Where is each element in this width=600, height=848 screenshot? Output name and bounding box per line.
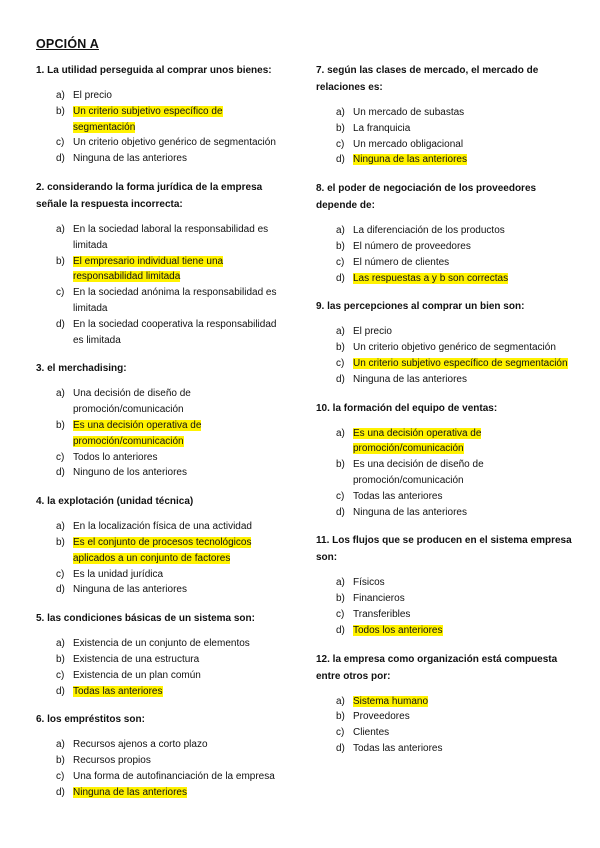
- option-text: [73, 769, 286, 785]
- option-letter: a): [56, 739, 65, 751]
- option-label: Una forma de autofinanciación de la empresa: [73, 770, 275, 782]
- option-letter: b): [56, 105, 65, 117]
- option-text: [73, 465, 286, 481]
- option-text: [73, 668, 286, 684]
- answer-option: [56, 88, 286, 104]
- question-block: [36, 62, 286, 167]
- answer-option: [336, 457, 572, 489]
- highlighted-answer: Sistema humano: [353, 695, 429, 707]
- question-text: 1. La utilidad perseguida al comprar unos bienes:: [36, 65, 272, 76]
- option-label: Ninguna de las anteriores: [353, 373, 467, 385]
- highlighted-answer: Es una decisión operativa de promoción/comunicación: [73, 419, 202, 447]
- question-text: 3. el merchadising:: [36, 363, 127, 375]
- option-label: El número de proveedores: [353, 240, 471, 252]
- option-letter: d): [56, 584, 65, 596]
- answer-option: [56, 222, 286, 254]
- option-text: [73, 636, 286, 652]
- question-block: [316, 532, 572, 638]
- option-letter: c): [56, 451, 65, 463]
- option-label: En la sociedad laboral la responsabilidad es limitada: [73, 223, 269, 251]
- highlighted-answer: El empresario individual tiene una responsabilidad limitada: [73, 255, 224, 283]
- answer-option: [336, 607, 572, 623]
- option-list: [36, 88, 286, 167]
- answer-option-highlighted: [56, 254, 286, 286]
- option-text: [73, 418, 286, 450]
- answer-option-highlighted: [336, 356, 572, 372]
- option-text: [73, 737, 286, 753]
- answer-option: [56, 519, 286, 535]
- option-letter: b): [336, 459, 345, 471]
- question-block: [316, 298, 572, 387]
- option-label: La franquicia: [353, 122, 411, 134]
- question-text: 4. la explotación (unidad técnica): [36, 496, 194, 508]
- highlighted-answer: Es el conjunto de procesos tecnológicos aplicados a un conjunto de factores: [73, 536, 252, 564]
- highlighted-answer: Es una decisión operativa de promoción/comunicación: [353, 427, 482, 455]
- answer-option: [336, 505, 572, 521]
- option-letter: a): [56, 521, 65, 533]
- question-text: 11. Los flujos que se producen en el sistema empresa son:: [316, 535, 572, 564]
- option-label: Existencia de un plan común: [73, 669, 201, 681]
- option-letter: c): [336, 357, 345, 369]
- option-text: [73, 285, 286, 317]
- option-letter: c): [336, 727, 345, 739]
- answer-option: [56, 636, 286, 652]
- answer-option-highlighted: [56, 535, 286, 567]
- option-label: Recursos propios: [73, 755, 151, 767]
- option-letter: d): [336, 506, 345, 518]
- option-letter: a): [56, 90, 65, 101]
- option-letter: a): [336, 695, 345, 707]
- option-text: [73, 535, 286, 567]
- question-block: [316, 62, 572, 168]
- question-block: [36, 179, 286, 348]
- option-letter: b): [56, 755, 65, 767]
- highlighted-answer: Ninguna de las anteriores: [73, 786, 187, 798]
- right-column: [316, 62, 572, 769]
- option-label: Proveedores: [353, 711, 410, 723]
- answer-option: [56, 769, 286, 785]
- option-letter: c): [56, 137, 65, 149]
- option-text: [353, 137, 572, 153]
- option-list: [36, 636, 286, 699]
- option-letter: c): [336, 256, 345, 268]
- answer-option: [336, 591, 572, 607]
- option-label: Ninguno de los anteriores: [73, 467, 187, 479]
- option-letter: d): [336, 373, 345, 385]
- option-letter: d): [56, 318, 65, 330]
- option-letter: c): [336, 490, 345, 502]
- option-list: [316, 426, 572, 521]
- answer-option-highlighted: [336, 694, 572, 710]
- option-label: Todas las anteriores: [353, 490, 443, 502]
- answer-option: [56, 151, 286, 167]
- question-block: [36, 360, 286, 481]
- option-text: [73, 567, 286, 583]
- option-letter: b): [56, 255, 65, 267]
- option-label: Una decisión de diseño de promoción/comunicación: [73, 388, 191, 416]
- option-text: [73, 317, 286, 349]
- option-text: [353, 489, 572, 505]
- option-label: Es la unidad jurídica: [73, 568, 164, 580]
- option-text: [353, 239, 572, 255]
- option-letter: a): [336, 427, 345, 439]
- option-text: [73, 753, 286, 769]
- page-title: OPCIÓN A: [36, 37, 99, 51]
- option-text: [353, 340, 572, 356]
- answer-option: [336, 340, 572, 356]
- option-text: [353, 105, 572, 121]
- option-text: [73, 222, 286, 254]
- answer-option: [56, 567, 286, 583]
- answer-option-highlighted: [56, 418, 286, 450]
- answer-option: [336, 709, 572, 725]
- option-list: [316, 324, 572, 387]
- option-letter: b): [336, 342, 345, 354]
- option-label: Financieros: [353, 593, 405, 605]
- option-text: [353, 607, 572, 623]
- answer-option: [56, 465, 286, 481]
- answer-option: [56, 668, 286, 684]
- question-text: 7. según las clases de mercado, el mercado de relaciones es:: [316, 65, 539, 93]
- option-letter: a): [56, 638, 65, 650]
- answer-option: [336, 121, 572, 137]
- answer-option: [336, 255, 572, 271]
- option-label: En la sociedad cooperativa la responsabilidad es limitada: [73, 318, 277, 346]
- option-label: Existencia de un conjunto de elementos: [73, 638, 250, 650]
- question-text: 9. las percepciones al comprar un bien son:: [316, 301, 525, 313]
- option-label: Recursos ajenos a corto plazo: [73, 739, 208, 751]
- option-label: El precio: [353, 326, 392, 338]
- answer-option-highlighted: [336, 623, 572, 639]
- option-text: [353, 741, 572, 757]
- answer-option: [56, 285, 286, 317]
- option-label: Un mercado de subastas: [353, 107, 465, 118]
- option-label: Todas las anteriores: [353, 742, 443, 754]
- option-list: [316, 223, 572, 286]
- option-letter: b): [336, 711, 345, 723]
- option-letter: b): [56, 653, 65, 665]
- option-label: El número de clientes: [353, 256, 450, 268]
- option-letter: a): [336, 577, 345, 589]
- option-text: [73, 785, 286, 801]
- option-letter: c): [56, 770, 65, 782]
- option-letter: a): [56, 388, 65, 400]
- option-text: [73, 386, 286, 418]
- option-text: [353, 709, 572, 725]
- option-text: [353, 271, 572, 287]
- option-letter: b): [56, 536, 65, 548]
- option-letter: d): [56, 153, 65, 165]
- option-text: [353, 356, 572, 372]
- highlighted-answer: Un criterio subjetivo específico de segmentación: [353, 357, 568, 369]
- answer-option: [56, 652, 286, 668]
- option-label: Un criterio objetivo genérico de segmentación: [353, 342, 556, 354]
- option-text: [73, 135, 286, 151]
- question-text: 8. el poder de negociación de los proveedores depende de:: [316, 183, 537, 212]
- answer-option: [336, 575, 572, 591]
- answer-option: [336, 239, 572, 255]
- highlighted-answer: Un criterio subjetivo específico de segmentación: [73, 105, 223, 133]
- answer-option: [336, 489, 572, 505]
- option-letter: a): [336, 107, 345, 118]
- question-text: 10. la formación del equipo de ventas:: [316, 402, 498, 414]
- answer-option-highlighted: [56, 104, 286, 136]
- option-text: [73, 151, 286, 167]
- question-block: [316, 180, 572, 286]
- option-text: [353, 457, 572, 489]
- option-label: Ninguna de las anteriores: [353, 506, 467, 518]
- option-text: [73, 254, 286, 286]
- option-letter: d): [336, 624, 345, 636]
- option-letter: d): [336, 272, 345, 284]
- option-label: Físicos: [353, 577, 385, 589]
- option-list: [36, 222, 286, 348]
- option-text: [353, 426, 572, 458]
- answer-option: [56, 450, 286, 466]
- option-label: Clientes: [353, 727, 390, 739]
- option-text: [73, 684, 286, 700]
- answer-option: [336, 372, 572, 388]
- option-label: Existencia de una estructura: [73, 653, 200, 665]
- option-text: [353, 223, 572, 239]
- option-text: [73, 652, 286, 668]
- option-label: Transferibles: [353, 608, 411, 620]
- answer-option: [336, 137, 572, 153]
- option-letter: a): [336, 225, 345, 237]
- answer-option: [56, 317, 286, 349]
- answer-option: [56, 135, 286, 151]
- option-list: [36, 386, 286, 481]
- option-label: Un criterio objetivo genérico de segmentación: [73, 137, 276, 149]
- answer-option: [336, 105, 572, 121]
- option-label: Ninguna de las anteriores: [73, 584, 187, 596]
- option-text: [353, 694, 572, 710]
- option-label: Ninguna de las anteriores: [73, 153, 187, 165]
- option-text: [353, 255, 572, 271]
- question-text: 12. la empresa como organización está compuesta entre otros por:: [316, 653, 558, 682]
- option-letter: c): [56, 287, 65, 299]
- option-text: [73, 450, 286, 466]
- option-text: [73, 104, 286, 136]
- highlighted-answer: Ninguna de las anteriores: [353, 154, 467, 166]
- answer-option-highlighted: [336, 271, 572, 287]
- option-text: [73, 582, 286, 598]
- option-text: [73, 88, 286, 104]
- option-letter: c): [336, 608, 345, 620]
- option-label: La diferenciación de los productos: [353, 225, 505, 237]
- option-letter: d): [56, 685, 65, 697]
- question-block: [36, 711, 286, 800]
- option-letter: d): [336, 154, 345, 166]
- option-text: [353, 591, 572, 607]
- option-letter: c): [56, 669, 65, 681]
- option-letter: b): [336, 593, 345, 605]
- option-label: Es una decisión de diseño de promoción/comunicación: [353, 459, 484, 486]
- option-label: El precio: [73, 90, 112, 101]
- option-label: En la sociedad anónima la responsabilidad es limitada: [73, 287, 277, 314]
- answer-option: [56, 737, 286, 753]
- option-letter: c): [336, 138, 345, 150]
- answer-option-highlighted: [336, 426, 572, 458]
- option-list: [316, 575, 572, 638]
- answer-option-highlighted: [56, 785, 286, 801]
- question-text: 5. las condiciones básicas de un sistema son:: [36, 613, 255, 625]
- option-letter: a): [56, 223, 65, 235]
- option-text: [353, 725, 572, 741]
- left-column: [36, 62, 286, 813]
- option-label: Todos lo anteriores: [73, 451, 158, 463]
- option-text: [353, 505, 572, 521]
- option-letter: a): [336, 326, 345, 338]
- option-letter: b): [336, 240, 345, 252]
- question-block: [36, 610, 286, 699]
- option-text: [353, 324, 572, 340]
- option-letter: d): [56, 786, 65, 798]
- option-text: [353, 121, 572, 137]
- highlighted-answer: Todos los anteriores: [353, 624, 443, 636]
- question-block: [316, 651, 572, 757]
- option-text: [353, 152, 572, 168]
- option-list: [316, 694, 572, 757]
- option-label: En la localización física de una actividad: [73, 521, 252, 533]
- option-list: [36, 737, 286, 800]
- answer-option-highlighted: [336, 152, 572, 168]
- answer-option: [336, 324, 572, 340]
- option-letter: b): [336, 122, 345, 134]
- answer-option: [336, 223, 572, 239]
- option-letter: d): [56, 467, 65, 479]
- option-text: [73, 519, 286, 535]
- answer-option: [56, 582, 286, 598]
- answer-option: [56, 753, 286, 769]
- option-text: [353, 372, 572, 388]
- answer-option: [336, 741, 572, 757]
- question-text: 6. los empréstitos son:: [36, 714, 145, 726]
- highlighted-answer: Las respuestas a y b son correctas: [353, 272, 509, 284]
- option-list: [316, 105, 572, 168]
- answer-option: [336, 725, 572, 741]
- question-block: [316, 400, 572, 521]
- answer-option: [56, 386, 286, 418]
- option-list: [36, 519, 286, 598]
- highlighted-answer: Todas las anteriores: [73, 685, 163, 697]
- question-text: 2. considerando la forma jurídica de la empresa señale la respuesta incorrecta:: [36, 181, 263, 210]
- option-letter: b): [56, 419, 65, 431]
- option-letter: d): [336, 742, 345, 754]
- option-label: Un mercado obligacional: [353, 138, 464, 150]
- answer-option-highlighted: [56, 684, 286, 700]
- option-letter: c): [56, 568, 65, 580]
- option-text: [353, 575, 572, 591]
- option-text: [353, 623, 572, 639]
- question-block: [36, 493, 286, 598]
